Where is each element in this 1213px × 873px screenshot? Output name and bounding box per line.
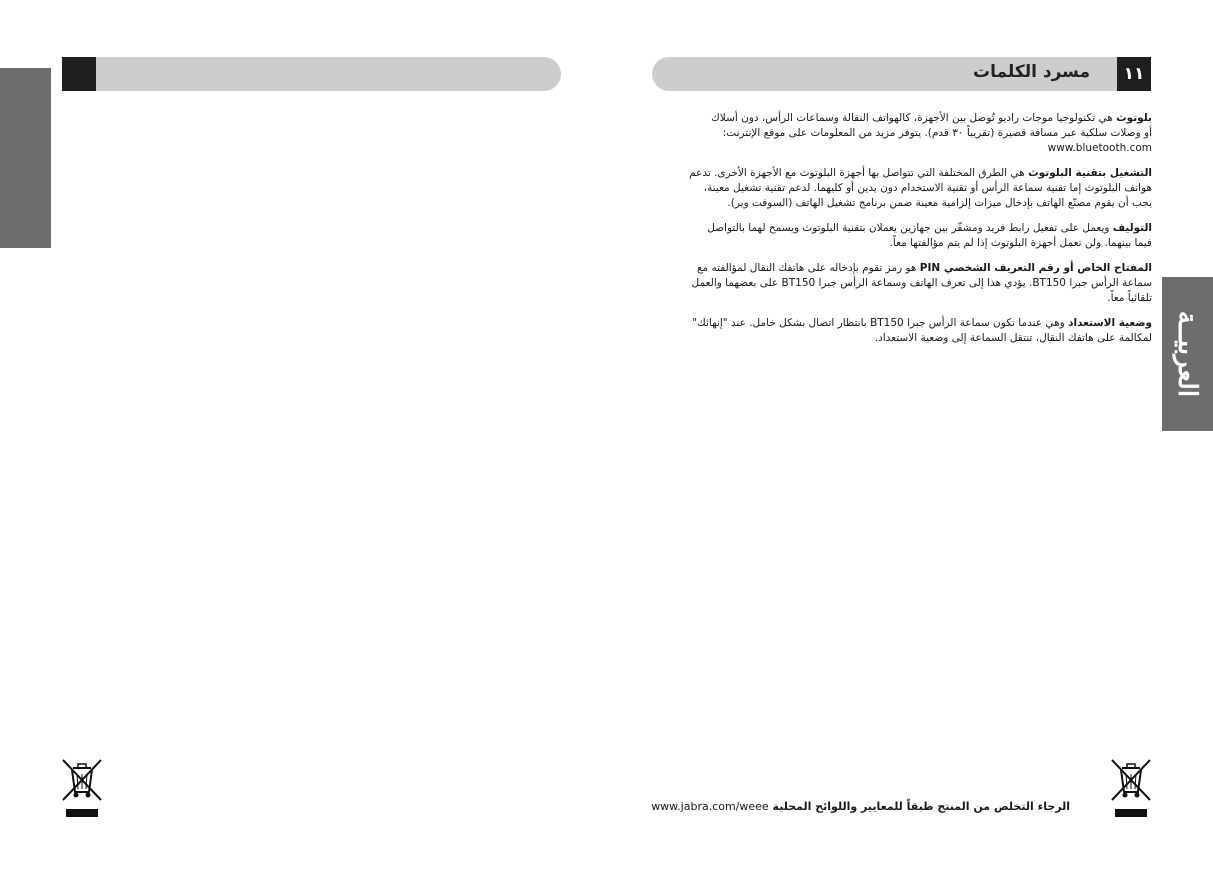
page-number: ١١ bbox=[1117, 57, 1151, 91]
page-number-block-left bbox=[62, 57, 96, 91]
glossary-entry-pairing bbox=[672, 221, 1152, 251]
glossary-definition-line: سماعة الرأس جبرا BT150. يؤدي هذا إلى تعرف الهاتف وسماعة الرأس جبرا BT150 على بعضهما والعمل bbox=[691, 277, 1152, 289]
page-title: مسرد الكلمات bbox=[973, 62, 1090, 82]
glossary-term: بلوتوث bbox=[1116, 112, 1152, 124]
glossary-definition-line: لمكالمة على هاتفك النقال، تنتقل السماعة إلى وضعية الاستعداد. bbox=[874, 332, 1152, 344]
glossary-definition-line: هي تكنولوجيا موجات راديو تُوصل بين الأجهزة، كالهواتف النقالة وسماعات الرأس، دون أسلاك bbox=[711, 112, 1113, 124]
glossary-entry-passkey-pin bbox=[672, 261, 1152, 306]
language-tab-label: العربيــة bbox=[1172, 310, 1203, 398]
glossary-definition-line: ويعمل على تفعيل رابط فريد ومشفّر بين جهازين يعملان بتقنية البلوتوث ويسمح لهما بالتواصل bbox=[707, 222, 1110, 234]
glossary-term: المفتاح الخاص أو رقم التعريف الشخصي PIN bbox=[919, 262, 1152, 274]
glossary-term: التوليف bbox=[1112, 222, 1152, 234]
glossary-definition-line: تلقائياً معاً. bbox=[1107, 292, 1152, 304]
glossary-list bbox=[672, 111, 1152, 356]
glossary-definition-line: هواتف البلوتوث إما تقنية سماعة الرأس أو تقنية الاستخدام دون يدين أو كليهما. لدعم تقنية تشغيل معينة، bbox=[703, 182, 1152, 194]
glossary-term: التشغيل بتقنية البلوتوث bbox=[1028, 167, 1152, 179]
weee-bin-icon bbox=[61, 758, 103, 818]
glossary-definition-line: يجب أن يقوم مصنّع الهاتف بإدخال ميزات إلزامية معينة ضمن برنامج تشغيل الهاتف (السوفت وير). bbox=[727, 197, 1152, 209]
glossary-entry-standby bbox=[672, 316, 1152, 346]
disposal-notice bbox=[600, 800, 1070, 813]
glossary-definition-line: وهي عندما تكون سماعة الرأس جبرا BT150 بانتظار اتصال بشكل خامل. عند "إنهائك" bbox=[692, 317, 1065, 329]
weee-link[interactable]: www.jabra.com/weee bbox=[651, 800, 769, 813]
glossary-definition-line: أو وصلات سلكية عبر مسافة قصيرة (تقريباً ٣٠ قدم). يتوفر مزيد من المعلومات على موقع الإنترنت: bbox=[722, 127, 1152, 139]
side-tab-left bbox=[0, 68, 51, 248]
glossary-term: وضعية الاستعداد bbox=[1068, 317, 1152, 329]
glossary-definition-line: فيما بينهما. ولن تعمل أجهزة البلوتوث إذا لم يتم مؤالفتها معاً. bbox=[889, 237, 1152, 249]
glossary-definition-line: هي الطرق المختلفة التي تتواصل بها أجهزة البلوتوث مع الأجهزة الأخرى. تدعم bbox=[689, 167, 1025, 179]
glossary-entry-profiles bbox=[672, 166, 1152, 211]
header-bar-left bbox=[62, 57, 561, 91]
weee-bin-icon bbox=[1110, 758, 1152, 818]
bluetooth-website-link[interactable]: www.bluetooth.com bbox=[1047, 142, 1152, 154]
glossary-entry-bluetooth bbox=[672, 111, 1152, 156]
glossary-definition-line: هو رمز تقوم بإدخاله على هاتفك النقال لمؤالفته مع bbox=[696, 262, 917, 274]
language-tab bbox=[1162, 277, 1213, 431]
disposal-text: الرجاء التخلص من المنتج طبقاً للمعايير واللوائح المحلية bbox=[772, 800, 1070, 813]
